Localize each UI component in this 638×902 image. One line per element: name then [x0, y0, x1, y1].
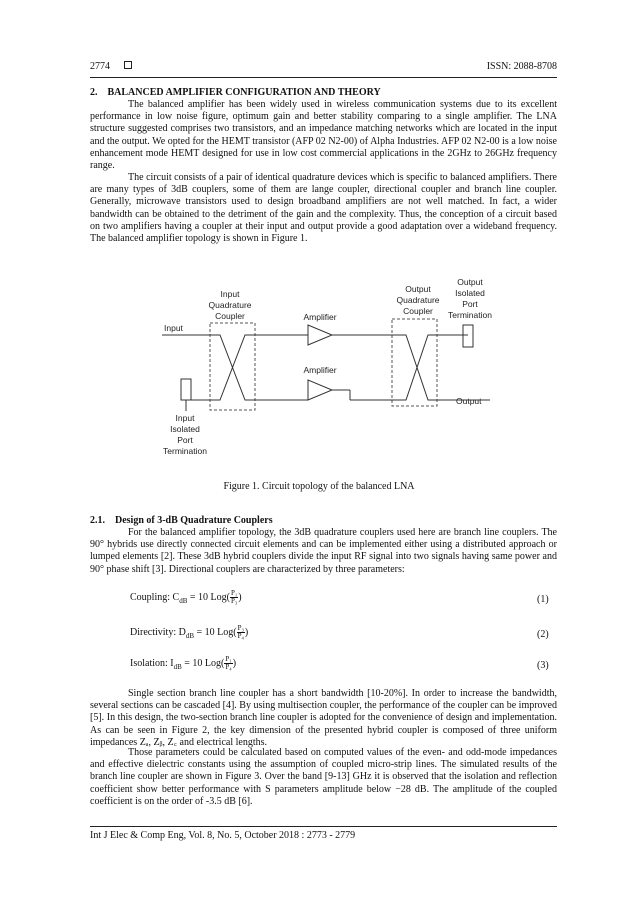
label-output-isolated-1: Output	[457, 277, 483, 287]
label-output-coupler-2: Quadrature	[396, 295, 440, 305]
label-input-isolated-3: Port	[177, 435, 193, 445]
label-output-isolated-4: Termination	[448, 310, 492, 320]
circuit-diagram	[150, 270, 510, 470]
label-output: Output	[456, 396, 482, 406]
label-output-coupler-1: Output	[405, 284, 431, 294]
square-icon	[124, 61, 132, 69]
label-input-coupler-1: Input	[220, 289, 240, 299]
paragraph: The balanced amplifier has been widely used in wireless communication systems due to its excellent performance in low noise figure, optimum gain and better stability comparing to a single amplifier. The LNA structure suggested comprises two transistors, and an impedance matching networks which are located in the input and the output. We opted for the HEMT transistor (AFP 02 N2-00) of Alpha Industries. AFP 02 N2-00 is a low noise enhancement mode HEMT designed for use in low cost commercial applications in the 2GHz to 26GHz frequency range.	[90, 99, 557, 172]
equation-number: (2)	[537, 629, 549, 640]
section-heading: 2. BALANCED AMPLIFIER CONFIGURATION AND THEORY	[90, 87, 381, 98]
label-input-isolated-4: Termination	[163, 446, 207, 456]
label-output-isolated-3: Port	[462, 299, 478, 309]
label-input-isolated-1: Input	[175, 413, 195, 423]
label-amplifier-top: Amplifier	[303, 312, 337, 322]
footer-rule	[90, 826, 557, 827]
paragraph: For the balanced amplifier topology, the 3dB quadrature couplers used here are branch line couplers. The 90° hybrids use directly connected circuit elements and can be implemented either using a distributed approach or lumped elements [2]. These 3dB hybrid couplers divide the input RF signal into two signals having same power and 90° phase shift [3]. Directional couplers are characterized by three parameters:	[90, 527, 557, 575]
output-wire	[402, 335, 490, 400]
amplifier-top-symbol	[308, 325, 332, 345]
label-input-coupler-2: Quadrature	[208, 300, 252, 310]
label-output-isolated-2: Isolated	[455, 288, 485, 298]
label-input-isolated-2: Isolated	[170, 424, 200, 434]
paragraph: The circuit consists of a pair of identical quadrature devices which is specific to balanced amplifiers. There are many types of 3dB couplers, some of them are lange coupler, directional coupler and branch line coupler. Generally, microwave transistors used to design broadband amplifiers are not well matched. In fact, a wider bandwidth can be obtained to the detriment of the gain and the complexity. Thus, the conception of a circuit based on two amplifiers having a coupler at their input and output provide a good adaptation over a wideband frequency. The balanced amplifier topology is shown in Figure 1.	[90, 172, 557, 245]
header-rule	[90, 77, 557, 78]
issn: ISSN: 2088-8708	[486, 61, 557, 72]
label-output-coupler-3: Coupler	[403, 306, 433, 316]
amplifier-bottom-symbol	[308, 380, 332, 400]
equation-3: Isolation: $I_{dB} = 10$ Log( $\frac{\text{P₁}}{\text{P₄}}$ )	[130, 655, 237, 671]
output-coupler-box	[392, 319, 437, 406]
paragraph: Those parameters could be calculated based on computed values of the even- and odd-mode impedances and effective dielectric constants using the assumption of coupled micro-strip lines. The simulated results of the branch line coupler are shown in Figure 3. Over the band [9-13] GHz it is observed that the isolation and reflection coefficient show better performance with S parameters amplitude below −28 dB. The amplitude of the coupled coefficient is on the order of -3.5 dB [6].	[90, 747, 557, 807]
output-termination-resistor	[463, 325, 473, 347]
page-number: 2774	[90, 61, 110, 72]
figure-caption: Figure 1. Circuit topology of the balanced LNA	[223, 481, 415, 492]
equation-number: (1)	[537, 594, 549, 605]
input-termination-resistor	[181, 379, 191, 400]
input-cross-wire	[186, 335, 270, 400]
equation-2: Directivity: $D_{dB} = 10$ Log( $\frac{\text{P₃}}{\text{P₄}}$ )	[130, 624, 249, 640]
label-input: Input	[164, 323, 183, 333]
equation-1: Coupling: $C_{dB} = 10$ Log( $\frac{\text{P₁}}{\text{P₃}}$ )	[130, 589, 242, 605]
subsection-heading: 2.1. Design of 3-dB Quadrature Couplers	[90, 515, 273, 526]
paragraph: Single section branch line coupler has a short bandwidth [10-20%]. In order to increase the bandwidth, several sections can be cascaded [4]. By using multisection coupler, the performance of the coupler can be improved [5]. In this design, the two-section branch line coupler is adopted for the convenience of design and implementation. As can be seen in Figure 2, the key dimension of the presented hybrid coupler is composed of three uniform impedances Zₐ, Zᵦ, Z꜀ and electrical lengths.	[90, 688, 557, 748]
label-input-coupler-3: Coupler	[215, 311, 245, 321]
footer-citation: Int J Elec & Comp Eng, Vol. 8, No. 5, October 2018 : 2773 - 2779	[90, 830, 356, 841]
equation-number: (3)	[537, 660, 549, 671]
output-cross-wire	[402, 335, 468, 400]
input-wire	[162, 335, 270, 400]
label-amplifier-bottom: Amplifier	[303, 365, 337, 375]
